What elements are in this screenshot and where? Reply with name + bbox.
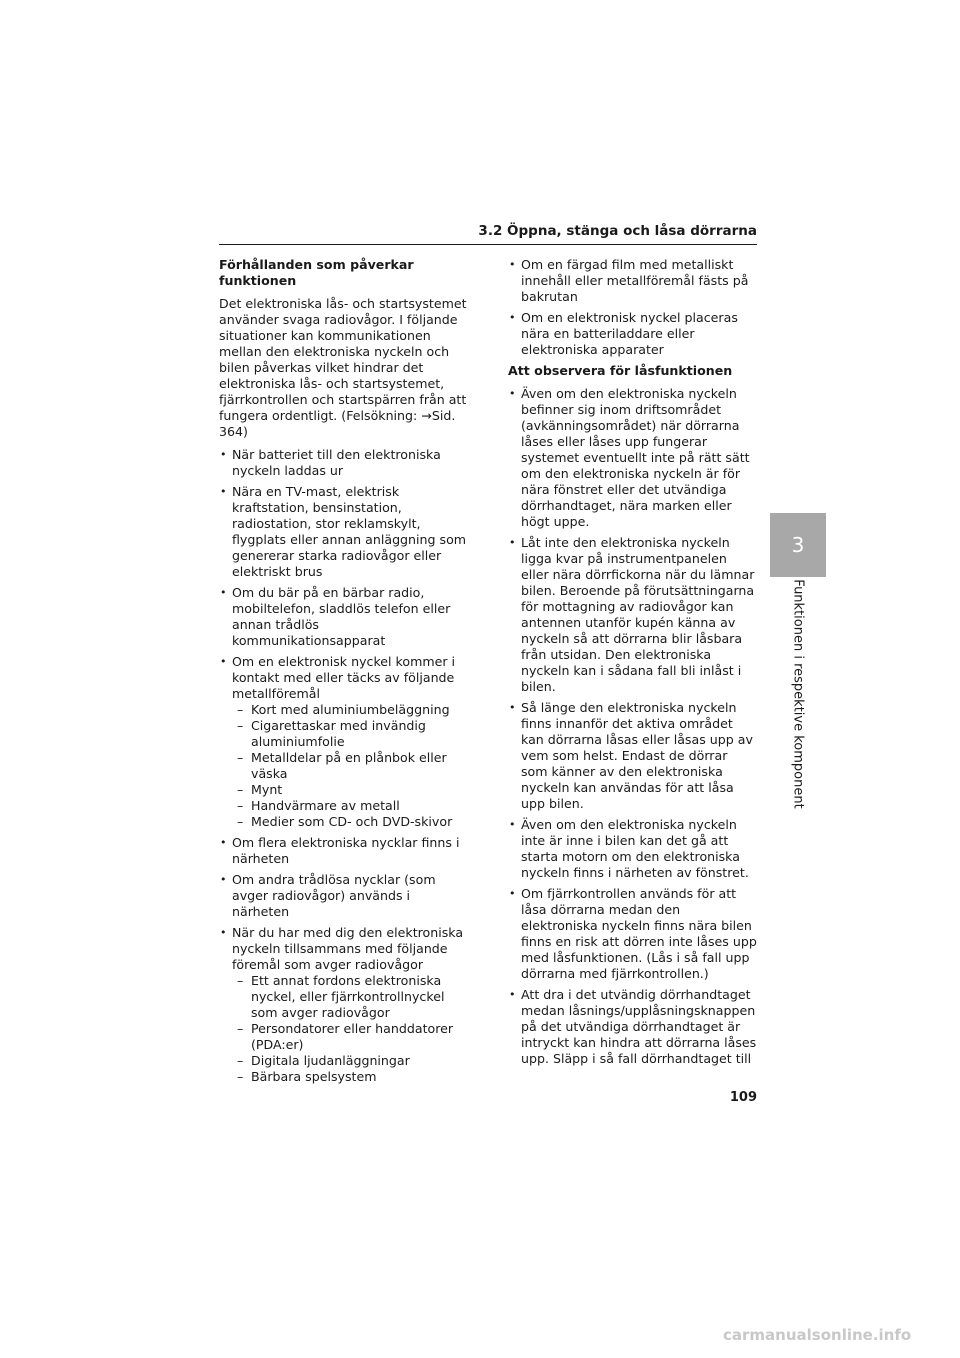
sub-list-item: – Kort med aluminiumbeläggning xyxy=(237,702,471,718)
list-item-text: • Även om den elektroniska nyckeln inte är inne i bilen kan det gå att starta motorn om den elektroniska nyckeln finns i närheten av fönstret. xyxy=(521,817,749,880)
list-item-text: • Om andra trådlösa nycklar (som avger radiovågor) används i närheten xyxy=(232,872,436,919)
list-item xyxy=(508,257,757,305)
sub-list-item: – Bärbara spelsystem xyxy=(237,1069,471,1085)
conditions-list-continued xyxy=(508,257,757,358)
sub-list-item: – Mynt xyxy=(237,782,471,798)
radio-devices-sublist xyxy=(232,973,471,1085)
list-item-text: • Så länge den elektroniska nyckeln finns innanför det aktiva området kan dörrarna låsas eller låsas upp av vem som helst. Endast de dörrar som känner av den elektroniska nyckeln kan användas för att låsa upp bilen. xyxy=(521,700,753,811)
list-item-text: • Att dra i det utvändig dörrhandtaget medan låsnings/upplåsningsknappen på det utvändiga dörrhandtaget är intryckt kan hindra att dörrarna låses upp. Släpp i så fall dörrhandtaget till xyxy=(521,987,757,1066)
sub-list-item: – Cigarettaskar med invändig aluminiumfolie xyxy=(237,718,471,750)
list-item xyxy=(219,654,471,830)
section-header: 3.2 Öppna, stänga och låsa dörrarna xyxy=(478,223,757,239)
list-item-text: • När du har med dig den elektroniska nyckeln tillsammans med följande föremål som avger radiovågor xyxy=(232,925,464,972)
chapter-side-label: Funktionen i respektive komponent xyxy=(790,579,806,809)
list-item xyxy=(508,535,757,695)
list-item-text: • Om en färgad film med metalliskt innehåll eller metallföremål fästs på bakrutan xyxy=(521,257,749,304)
watermark: carmanualsonline.info xyxy=(723,1326,912,1344)
section-heading-lock-notes: Att observera för låsfunktionen xyxy=(508,363,733,378)
list-item xyxy=(508,886,757,982)
list-item xyxy=(219,872,471,920)
list-item-text: • När batteriet till den elektroniska nyckeln laddas ur xyxy=(232,447,441,478)
list-item xyxy=(219,925,471,1085)
list-item-text: • Låt inte den elektroniska nyckeln ligga kvar på instrumentpanelen eller nära dörrfickorna när du lämnar bilen. Beroende på förutsättningarna för mottagning av radiovågor kan antennen utanför kupén känna av nyckeln så att dörrarna blir låsbara från utsidan. Den elektroniska nyckeln kan i sådana fall bli inlåst i bilen. xyxy=(521,535,755,694)
sub-list-item: – Medier som CD- och DVD-skivor xyxy=(237,814,471,830)
list-item xyxy=(219,484,471,580)
list-item xyxy=(219,447,471,479)
list-item xyxy=(219,585,471,649)
header-rule xyxy=(219,244,757,245)
sub-list-item: – Digitala ljudanläggningar xyxy=(237,1053,471,1069)
list-item xyxy=(508,987,757,1067)
list-item xyxy=(508,817,757,881)
metal-objects-sublist xyxy=(232,702,471,830)
page-number: 109 xyxy=(729,1090,757,1105)
list-item-text: • Om fjärrkontrollen används för att låsa dörrarna medan den elektroniska nyckeln finns nära bilen finns en risk att dörren inte låses upp med låsfunktionen. (Lås i så fall upp dörrarna med fjärrkontrollen.) xyxy=(521,886,757,981)
sub-list-item: – Persondatorer eller handdatorer (PDA:er) xyxy=(237,1021,471,1053)
list-item-text: • Nära en TV-mast, elektrisk kraftstation, bensinstation, radiostation, stor reklamskylt, flygplats eller annan anläggning som genererar starka radiovågor eller elektriskt brus xyxy=(232,484,467,579)
list-item xyxy=(508,386,757,530)
intro-paragraph: Det elektroniska lås- och startsystemet använder svaga radiovågor. I följande situationer kan kommunikationen mellan den elektroniska nyckeln och bilen påverkas vilket hindrar det elektroniska lås- och startsystemet, fjärrkontrollen och startspärren från att fungera ordentligt. (Felsökning: →Sid. 364) xyxy=(219,296,467,439)
sub-list-item: – Metalldelar på en plånbok eller väska xyxy=(237,750,471,782)
list-item-text: • Om en elektronisk nyckel kommer i kontakt med eller täcks av följande metallföremål xyxy=(232,654,456,701)
sub-list-item: – Handvärmare av metall xyxy=(237,798,471,814)
list-item-text: • Även om den elektroniska nyckeln befinner sig inom driftsområdet (avkänningsområdet) när dörrarna låses eller låses upp fungerar systemet eventuellt inte på rätt sätt om den elektroniska nyckeln är för nära fönstret eller det utvändiga dörrhandtaget, nära marken eller högt uppe. xyxy=(521,386,750,529)
left-column xyxy=(219,257,471,1090)
section-heading-conditions: Förhållanden som påverkar funktionen xyxy=(219,257,414,288)
list-item-text: • Om du bär på en bärbar radio, mobiltelefon, sladdlös telefon eller annan trådlös kommunikationsapparat xyxy=(232,585,451,648)
list-item-text: • Om en elektronisk nyckel placeras nära en batteriladdare eller elektroniska apparater xyxy=(521,310,738,357)
list-item xyxy=(508,310,757,358)
sub-list-item: – Ett annat fordons elektroniska nyckel, eller fjärrkontrollnyckel som avger radiovågor xyxy=(237,973,471,1021)
lock-notes-list xyxy=(508,386,757,1067)
list-item xyxy=(219,835,471,867)
list-item-text: • Om flera elektroniska nycklar finns i närheten xyxy=(232,835,460,866)
chapter-number: 3 xyxy=(791,533,805,557)
list-item xyxy=(508,700,757,812)
conditions-list xyxy=(219,447,471,1085)
right-column xyxy=(508,257,757,1072)
chapter-tab xyxy=(770,513,826,577)
